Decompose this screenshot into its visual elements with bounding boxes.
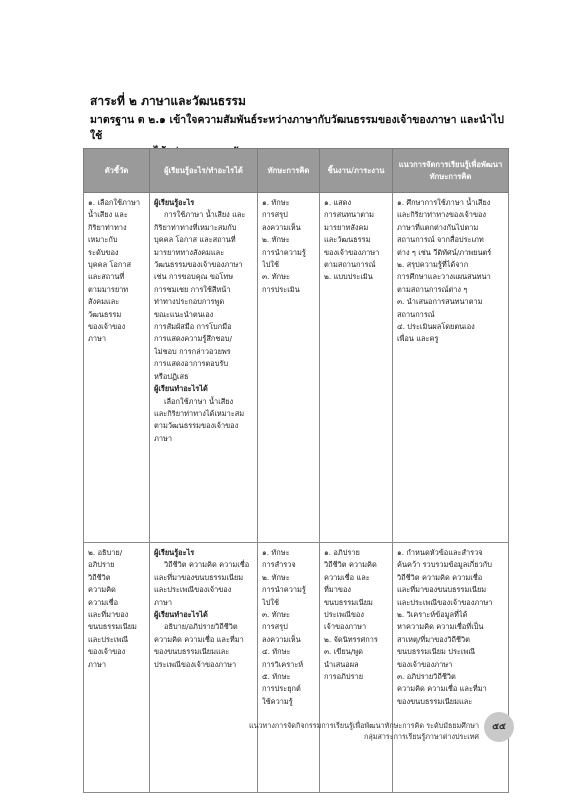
text-line: ความเชื่อ และ: [324, 572, 370, 582]
text-line: และกิริยาท่าทางของเจ้าของ: [397, 210, 487, 220]
text-line: ตามสถานการณ์ต่าง ๆ: [397, 284, 468, 294]
text-line: ๑. ทักษะ: [262, 548, 290, 557]
text-line: ค้นคว้า รวบรวมข้อมูลเกี่ยวกับ: [397, 560, 492, 570]
text-line: และประเพณีของเจ้าของ: [154, 585, 232, 595]
cell-learn: [150, 543, 258, 793]
header-indicator: ตัวชี้วัด: [84, 149, 150, 193]
text-line: ลงความเห็น: [262, 634, 301, 644]
text-line: ๒. วิเคราะห์ข้อมูลที่ได้: [397, 610, 468, 620]
text-line: การนำความรู้: [262, 585, 306, 595]
text-line: ที่มาของ: [324, 585, 351, 595]
text-line: ภาษาที่แตกต่างกันไปตาม: [397, 222, 479, 232]
cell-learn: [150, 193, 258, 543]
text-line: วิถีชีวิต ความคิด ความเชื่อ: [164, 560, 250, 570]
table-header-row: [84, 149, 509, 193]
text-line: เจ้าของภาษา: [324, 622, 367, 632]
text-line: ๔. ทักษะ: [262, 647, 291, 657]
subheading-line: ผู้เรียนรู้อะไร: [154, 198, 195, 207]
cell-thinking-skills: [258, 543, 320, 793]
cell-tasks: [320, 193, 393, 543]
footer-line-1: แนวทางการจัดกิจกรรมการเรียนรู้เพื่อพัฒนาทักษะการคิด ระดับมัธยมศึกษา: [248, 721, 479, 730]
text-line: นำเสนอผล: [324, 659, 359, 669]
text-line: ใช้ความรู้: [262, 696, 293, 706]
text-line: การสนทนาตาม: [324, 210, 375, 220]
text-line: กิริยาท่าทาง: [88, 222, 127, 232]
text-line: ของขนบธรรมเนียมและ: [397, 696, 473, 706]
text-line: ๕. ทักษะ: [262, 672, 291, 682]
cell-tasks: [320, 543, 393, 793]
text-line: ความเชื่อ: [88, 597, 119, 607]
text-line: สังคมและ: [88, 297, 120, 307]
text-line: ระดับของ: [88, 247, 119, 257]
text-line: ต่าง ๆ เช่น วีดิทัศน์/ภาพยนตร์: [397, 247, 492, 257]
text-line: การสำรวจ: [262, 560, 296, 570]
subheading-line: ผู้เรียนทำอะไรได้: [154, 384, 208, 394]
text-line: มารยาทสังคม: [324, 222, 369, 232]
text-line: การแสดงความรู้สึกชอบ/: [154, 334, 232, 344]
text-line: ภาษา: [88, 334, 107, 344]
text-line: ๑. กำหนดหัวข้อและสำรวจ: [397, 548, 483, 557]
text-line: ลงความเห็น: [262, 222, 301, 232]
text-line: เพื่อน และครู: [397, 334, 439, 344]
text-line: น้ำเสียง และ: [88, 210, 128, 220]
text-line: การวิเคราะห์: [262, 659, 304, 669]
text-line: และกิริยาท่าทางได้เหมาะสม: [154, 408, 245, 418]
text-line: หรือปฏิเสธ: [154, 371, 189, 381]
text-line: ๓. ทักษะ: [262, 272, 290, 282]
text-line: วิถีชีวิต ความคิด: [324, 560, 377, 570]
text-line: ประเพณีของเจ้าของภาษา: [154, 659, 237, 669]
text-line: ไปใช้: [262, 597, 280, 607]
text-line: ของเจ้าของภาษา: [324, 247, 380, 257]
text-line: การใช้ภาษา น้ำเสียง และ: [164, 210, 246, 220]
text-line: ท่าทางประกอบการพูด: [154, 297, 225, 307]
text-line: ๔. ประเมินผลโดยตนเอง: [397, 322, 475, 332]
text-line: ตามมารยาท: [88, 284, 129, 294]
text-line: และที่มาของ: [88, 610, 129, 620]
learning-table: [83, 148, 509, 793]
text-line: ภาษา: [88, 659, 107, 669]
footer-line-2: กลุ่มสาระการเรียนรู้ภาษาต่างประเทศ: [364, 732, 479, 741]
text-line: บุคคล โอกาส และสถานที่: [154, 235, 236, 245]
text-line: ของเจ้าของ: [88, 322, 126, 332]
standard-line-1: มาตรฐาน ต ๒.๑ เข้าใจความสัมพันธ์ระหว่างภาษากับวัฒนธรรมของเจ้าของภาษา และนำไปใช้: [90, 114, 504, 142]
table-row: [84, 543, 509, 793]
text-line: ๑. เลือกใช้ภาษา: [88, 198, 141, 207]
header-learn: ผู้เรียนรู้อะไร/ทำอะไรได้: [150, 149, 258, 193]
header-thinking-skills: ทักษะการคิด: [258, 149, 320, 193]
text-line: การแสดงอาการตอบรับ: [154, 359, 229, 369]
text-line: ๒. สรุปความรู้ที่ได้จาก: [397, 260, 469, 270]
text-line: ๑. อภิปราย: [324, 548, 360, 557]
text-line: ๑. ศึกษาการใช้ภาษา น้ำเสียง: [397, 198, 491, 207]
text-line: หาความคิด ความเชื่อที่เป็น: [397, 622, 484, 632]
cell-approach: [393, 193, 509, 543]
text-line: วิถีชีวิต: [88, 572, 111, 582]
text-line: และสถานที่: [88, 272, 125, 282]
text-line: เช่น การขอบคุณ ขอโทษ: [154, 272, 234, 282]
text-line: ของเจ้าของ: [88, 647, 126, 657]
text-line: การอภิปราย: [324, 672, 364, 682]
text-line: การประยุกต์: [262, 684, 301, 694]
text-line: ๓. เขียน/พูด: [324, 647, 363, 657]
text-line: ของขนบธรรมเนียมและ: [154, 647, 230, 657]
text-line: ๒. อธิบาย/: [88, 548, 123, 557]
header-approach: แนวการจัดการเรียนรู้เพื่อพัฒนาทักษะการคิด: [393, 149, 509, 193]
text-line: ๒. จัดนิทรรศการ: [324, 634, 378, 644]
text-line: อธิบาย/อภิปรายวิถีชีวิต: [164, 622, 238, 632]
text-line: ขนบธรรมเนียม ประเพณี: [397, 647, 476, 657]
text-line: สถานการณ์: [397, 309, 435, 319]
text-line: และประเพณีของเจ้าของภาษา: [397, 597, 493, 607]
text-line: ความคิด: [88, 585, 116, 595]
text-line: สาเหตุ/ที่มาของวิถีชีวิต: [397, 634, 470, 644]
text-line: ตามวัฒนธรรมของเจ้าของ: [154, 421, 239, 431]
text-line: ๓. ทักษะ: [262, 610, 290, 620]
header-tasks: ชิ้นงาน/ภาระงาน: [320, 149, 393, 193]
text-line: บุคคล โอกาส: [88, 260, 132, 270]
text-line: และที่มาของขนบธรรมเนียม: [397, 585, 487, 595]
text-line: ของเจ้าของภาษา: [397, 659, 453, 669]
text-line: วัฒนธรรมของเจ้าของภาษา: [154, 260, 243, 270]
text-line: ภาษา: [154, 433, 173, 443]
text-line: ๒. ทักษะ: [262, 235, 290, 245]
text-line: การนำความรู้: [262, 247, 306, 257]
text-line: ๑. ทักษะ: [262, 198, 290, 207]
text-line: และประเพณี: [88, 634, 129, 644]
text-line: การศึกษาและวางแผนสนทนา: [397, 272, 491, 282]
text-line: วิถีชีวิต ความคิด ความเชื่อ: [397, 572, 483, 582]
text-line: ความคิด ความเชื่อ และที่มา: [397, 684, 487, 694]
text-line: สถานการณ์ จากสื่อประเภท: [397, 235, 484, 245]
text-line: ขณะแนะนำตนเอง: [154, 309, 214, 319]
text-line: กิริยาท่าทางที่เหมาะสมกับ: [154, 222, 237, 232]
text-line: มารยาททางสังคมและ: [154, 247, 225, 257]
text-line: ๒. แบบประเมิน: [324, 272, 373, 282]
text-line: การประเมิน: [262, 284, 300, 294]
text-line: วัฒนธรรม: [88, 309, 122, 319]
cell-indicator: [84, 543, 150, 793]
text-line: ๓. อภิปรายวิถีชีวิต: [397, 672, 456, 682]
text-line: การสรุป: [262, 622, 288, 632]
subheading-line: ผู้เรียนรู้อะไร: [154, 548, 195, 557]
text-line: ๒. ทักษะ: [262, 572, 290, 582]
text-line: อภิปราย: [88, 560, 115, 570]
text-line: เหมาะกับ: [88, 235, 118, 245]
text-line: ตามสถานการณ์: [324, 260, 376, 270]
text-line: เลือกใช้ภาษา น้ำเสียง: [164, 396, 234, 406]
text-line: การชมเชย การใช้สีหน้า: [154, 284, 231, 294]
text-line: ๓. นำเสนอการสนทนาตาม: [397, 297, 483, 307]
page-number-badge: ๕๕: [484, 712, 514, 742]
text-line: ไม่ชอบ การกล่าวอวยพร: [154, 346, 231, 356]
text-line: การสัมผัสมือ การโบกมือ: [154, 322, 232, 332]
cell-thinking-skills: [258, 193, 320, 543]
footer-text: [249, 720, 479, 742]
table-row: [84, 193, 509, 543]
text-line: ขนบธรรมเนียม: [88, 622, 137, 632]
text-line: ไปใช้: [262, 260, 280, 270]
strand-title: สาระที่ ๒ ภาษาและวัฒนธรรม: [90, 94, 246, 108]
text-line: ภาษา: [154, 597, 173, 607]
text-line: และวัฒนธรรม: [324, 235, 371, 245]
text-line: ขนบธรรมเนียม: [324, 597, 373, 607]
text-line: และที่มาของขนบธรรมเนียม: [154, 572, 244, 582]
cell-indicator: [84, 193, 150, 543]
text-line: การสรุป: [262, 210, 288, 220]
cell-approach: [393, 543, 509, 793]
text-line: ความคิด ความเชื่อ และที่มา: [154, 634, 244, 644]
text-line: ๑. แสดง: [324, 198, 352, 207]
subheading-line: ผู้เรียนทำอะไรได้: [154, 610, 208, 620]
text-line: ประเพณีของ: [324, 610, 364, 620]
